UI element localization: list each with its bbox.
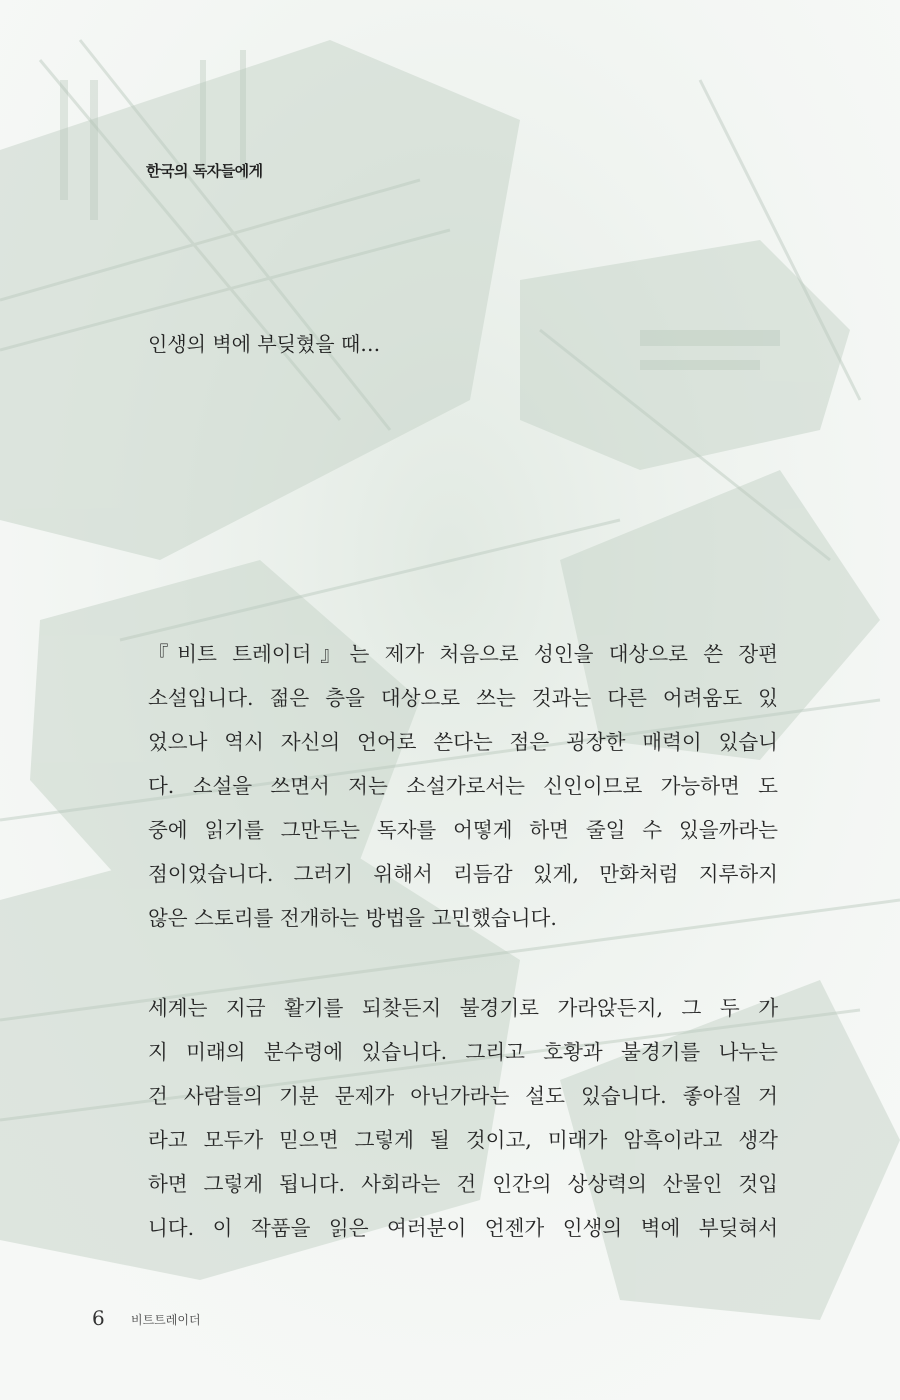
paragraph-line: 지 미래의 분수령에 있습니다. 그리고 호황과 불경기를 나누는	[148, 1040, 778, 1064]
paragraph-1	[148, 632, 778, 940]
paragraph-line: 하면 그렇게 됩니다. 사회라는 건 인간의 상상력의 산물인 것입	[148, 1172, 778, 1196]
paragraph-line: 『비트 트레이더』는 제가 처음으로 성인을 대상으로 쓴 장편	[148, 642, 778, 666]
paragraph-2	[148, 986, 778, 1250]
paragraph-line: 라고 모두가 믿으면 그렇게 될 것이고, 미래가 암흑이라고 생각	[148, 1128, 778, 1152]
paragraph-line: 다. 소설을 쓰면서 저는 소설가로서는 신인이므로 가능하면 도	[148, 774, 778, 798]
paragraph-line: 건 사람들의 기분 문제가 아닌가라는 설도 있습니다. 좋아질 거	[148, 1084, 778, 1108]
paragraph-line: 중에 읽기를 그만두는 독자를 어떻게 하면 줄일 수 있을까라는	[148, 818, 778, 842]
section-label: 한국의 독자들에게	[146, 162, 263, 180]
paragraph-line: 않은 스토리를 전개하는 방법을 고민했습니다.	[148, 906, 557, 930]
headline: 인생의 벽에 부딪혔을 때…	[148, 332, 381, 356]
paragraph-line: 세계는 지금 활기를 되찾든지 불경기로 가라앉든지, 그 두 가	[148, 996, 778, 1020]
running-footer-title: 비트트레이더	[131, 1313, 201, 1327]
paragraph-line: 니다. 이 작품을 읽은 여러분이 언젠가 인생의 벽에 부딪혀서	[148, 1216, 778, 1240]
paragraph-line: 었으나 역시 자신의 언어로 쓴다는 점은 굉장한 매력이 있습니	[148, 730, 778, 754]
paragraph-line: 소설입니다. 젊은 층을 대상으로 쓰는 것과는 다른 어려움도 있	[148, 686, 778, 710]
paragraph-line: 점이었습니다. 그러기 위해서 리듬감 있게, 만화처럼 지루하지	[148, 862, 778, 886]
page-number: 6	[92, 1306, 105, 1330]
